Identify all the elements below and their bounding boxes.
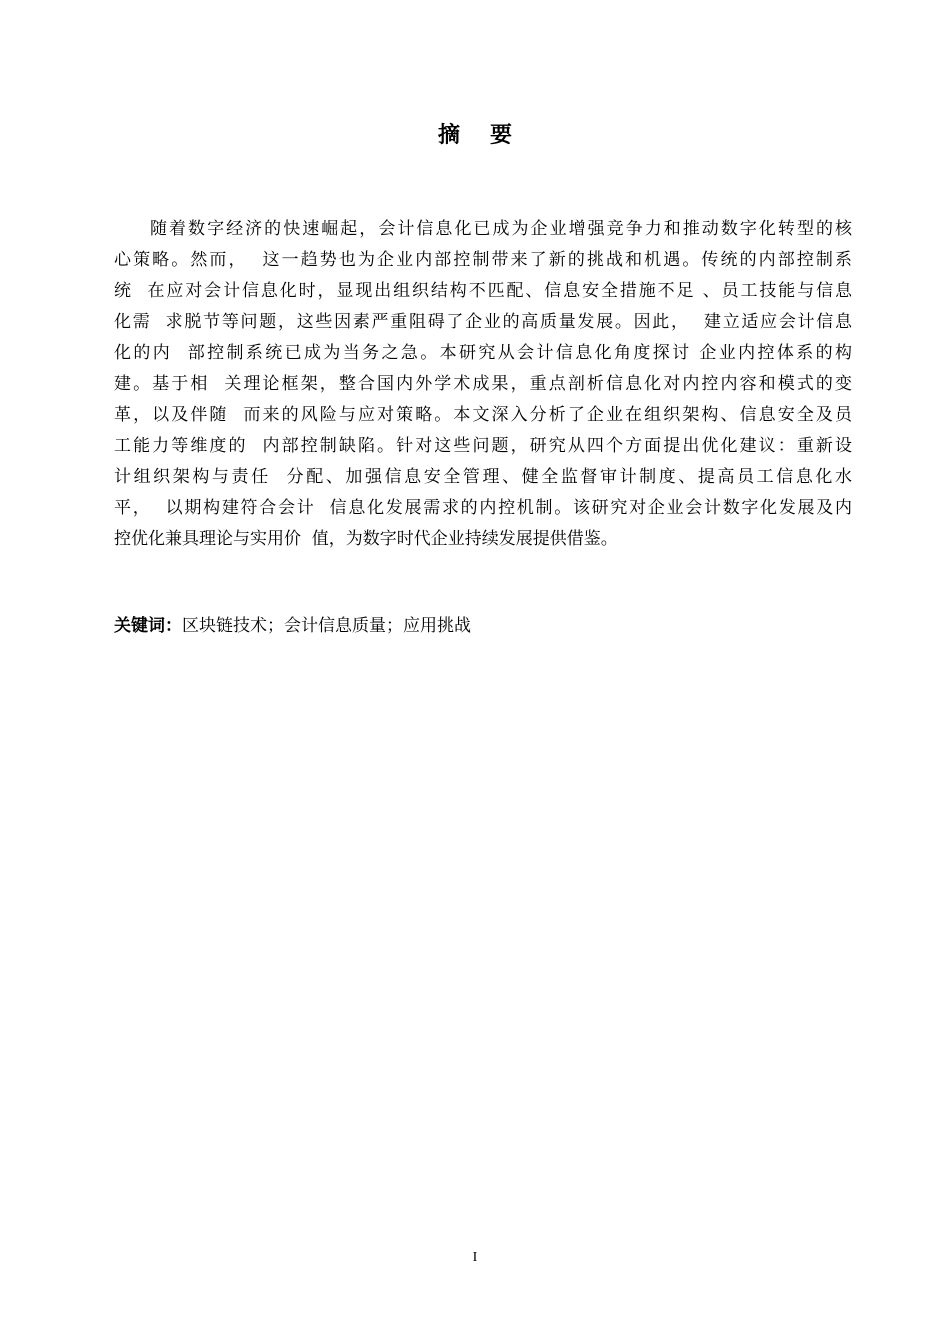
abstract-line: 控优化兼具理论与实用价 值，为数字时代企业持续发展提供借鉴。 xyxy=(114,529,618,549)
abstract-title-char-2: 要 xyxy=(490,123,513,148)
abstract-line: 化的内 部控制系统已成为当务之急。本研究从会计信息化角度探讨 企业内控体系的构 xyxy=(114,343,852,363)
keywords xyxy=(114,611,471,642)
keywords-label: 关键词： xyxy=(114,616,182,636)
page-number: I xyxy=(472,1250,478,1265)
abstract-line: 随着数字经济的快速崛起，会计信息化已成为企业增强竞争力和推动数字化转型的核 xyxy=(150,219,852,239)
abstract-line: 计组织架构与责任 分配、加强信息安全管理、健全监督审计制度、提高员工信息化水 xyxy=(114,467,852,487)
abstract-line: 革，以及伴随 而来的风险与应对策略。本文深入分析了企业在组织架构、信息安全及员 xyxy=(114,405,852,425)
abstract-title-char-1: 摘 xyxy=(437,123,460,148)
keywords-value: 区块链技术；会计信息质量；应用挑战 xyxy=(182,616,471,636)
abstract-line: 化需 求脱节等问题，这些因素严重阻碍了企业的高质量发展。因此， 建立适应会计信息 xyxy=(114,312,852,332)
abstract-line: 建。基于相 关理论框架，整合国内外学术成果，重点剖析信息化对内控内容和模式的变 xyxy=(114,374,852,394)
abstract-line: 统 在应对会计信息化时，显现出组织结构不匹配、信息安全措施不足 、员工技能与信息 xyxy=(114,281,852,301)
abstract-line: 工能力等维度的 内部控制缺陷。针对这些问题，研究从四个方面提出优化建议：重新设 xyxy=(114,436,852,456)
abstract-line: 心策略。然而， 这一趋势也为企业内部控制带来了新的挑战和机遇。传统的内部控制系 xyxy=(114,250,852,270)
abstract-line: 平， 以期构建符合会计 信息化发展需求的内控机制。该研究对企业会计数字化发展及内 xyxy=(114,498,852,518)
abstract-body xyxy=(114,214,852,555)
abstract-title xyxy=(0,121,950,151)
